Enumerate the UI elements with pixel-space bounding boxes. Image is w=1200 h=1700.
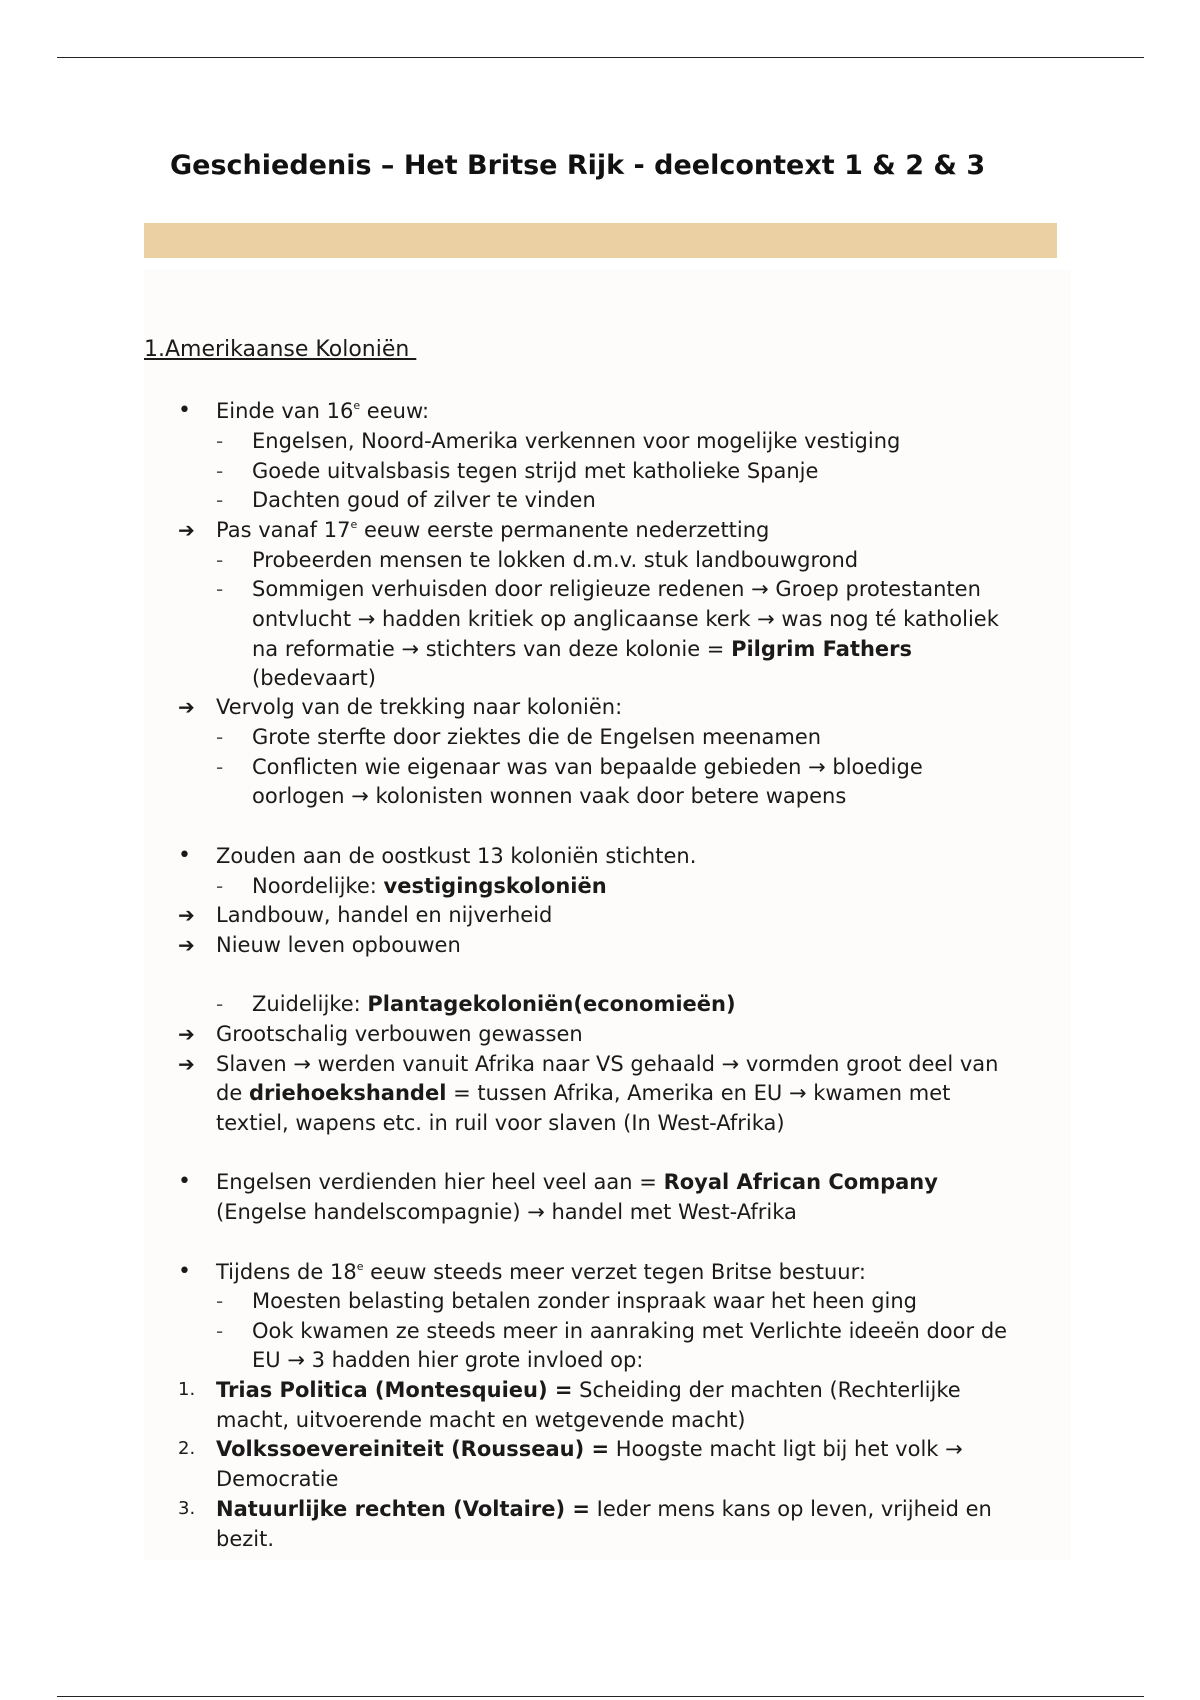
bullet-marker: • (178, 398, 191, 423)
dash-marker: - (216, 548, 224, 572)
list-item-continuation: EU → 3 hadden hier grote invloed op: (252, 1348, 644, 1372)
numbered-item: Volkssoevereiniteit (Rousseau) = Hoogste macht ligt bij het volk → (216, 1437, 963, 1461)
list-item: Sommigen verhuisden door religieuze redenen → Groep protestanten (252, 577, 981, 601)
list-item: Einde van 16e eeuw: (216, 399, 430, 423)
bullet-marker: • (178, 1169, 191, 1194)
list-item: Pas vanaf 17e eeuw eerste permanente nederzetting (216, 518, 770, 542)
arrow-icon: ➔ (178, 903, 195, 927)
dash-marker: - (216, 992, 224, 1016)
list-item: Zouden aan de oostkust 13 koloniën stichten. (216, 844, 697, 868)
list-item: Slaven → werden vanuit Afrika naar VS gehaald → vormden groot deel van (216, 1052, 999, 1076)
number-marker: 2. (178, 1438, 196, 1459)
list-item: Dachten goud of zilver te vinden (252, 488, 596, 512)
numbered-item: Natuurlijke rechten (Voltaire) = Ieder mens kans op leven, vrijheid en (216, 1497, 992, 1521)
list-item: Goede uitvalsbasis tegen strijd met katholieke Spanje (252, 459, 819, 483)
arrow-icon: ➔ (178, 695, 195, 719)
list-item: Landbouw, handel en nijverheid (216, 903, 553, 927)
dash-marker: - (216, 1289, 224, 1313)
list-item: Tijdens de 18e eeuw steeds meer verzet tegen Britse bestuur: (216, 1260, 866, 1284)
dash-marker: - (216, 488, 224, 512)
list-item-continuation: bezit. (216, 1527, 275, 1551)
arrow-icon: ➔ (178, 933, 195, 957)
list-item: Moesten belasting betalen zonder inspraak waar het heen ging (252, 1289, 917, 1313)
list-item-continuation: (Engelse handelscompagnie) → handel met West-Afrika (216, 1200, 797, 1224)
dash-marker: - (216, 577, 224, 601)
bullet-marker: • (178, 1259, 191, 1284)
numbered-item: Trias Politica (Montesquieu) = Scheiding der machten (Rechterlijke (216, 1378, 961, 1402)
title-band (144, 223, 1057, 258)
list-item: Probeerden mensen te lokken d.m.v. stuk landbouwgrond (252, 548, 859, 572)
arrow-icon: ➔ (178, 1022, 195, 1046)
dash-marker: - (216, 725, 224, 749)
list-item: Conflicten wie eigenaar was van bepaalde gebieden → bloedige (252, 755, 923, 779)
list-item: Grote sterfte door ziektes die de Engelsen meenamen (252, 725, 822, 749)
list-item-continuation: textiel, wapens etc. in ruil voor slaven (In West-Afrika) (216, 1111, 785, 1135)
arrow-icon: ➔ (178, 1052, 195, 1076)
list-item: Ook kwamen ze steeds meer in aanraking met Verlichte ideeën door de (252, 1319, 1008, 1343)
number-marker: 3. (178, 1498, 196, 1519)
list-item-continuation: de driehoekshandel = tussen Afrika, Amerika en EU → kwamen met (216, 1081, 951, 1105)
list-item: Engelsen verdienden hier heel veel aan = Royal African Company (216, 1170, 938, 1194)
document-title: Geschiedenis – Het Britse Rijk - deelcontext 1 & 2 & 3 (170, 150, 986, 181)
dash-marker: - (216, 755, 224, 779)
arrow-icon: ➔ (178, 518, 195, 542)
list-item: Vervolg van de trekking naar koloniën: (216, 695, 623, 719)
list-item: Grootschalig verbouwen gewassen (216, 1022, 583, 1046)
bullet-marker: • (178, 843, 191, 868)
list-item-continuation: na reformatie → stichters van deze kolonie = Pilgrim Fathers (252, 637, 913, 661)
list-item-continuation: Democratie (216, 1467, 339, 1491)
list-item-continuation: (bedevaart) (252, 666, 376, 690)
list-item: Noordelijke: vestigingskoloniën (252, 874, 607, 898)
bottom-rule (57, 1696, 1144, 1697)
top-rule (57, 57, 1144, 58)
list-item: Nieuw leven opbouwen (216, 933, 461, 957)
list-item: Engelsen, Noord-Amerika verkennen voor mogelijke vestiging (252, 429, 901, 453)
list-item-continuation: ontvlucht → hadden kritiek op anglicaanse kerk → was nog té katholiek (252, 607, 999, 631)
number-marker: 1. (178, 1379, 196, 1400)
dash-marker: - (216, 459, 224, 483)
list-item: Zuidelijke: Plantagekoloniën(economieën) (252, 992, 736, 1016)
list-item-continuation: oorlogen → kolonisten wonnen vaak door betere wapens (252, 784, 847, 808)
list-item-continuation: macht, uitvoerende macht en wetgevende macht) (216, 1408, 746, 1432)
section-heading: 1.Amerikaanse Koloniën (144, 337, 417, 362)
dash-marker: - (216, 874, 224, 898)
dash-marker: - (216, 429, 224, 453)
dash-marker: - (216, 1319, 224, 1343)
